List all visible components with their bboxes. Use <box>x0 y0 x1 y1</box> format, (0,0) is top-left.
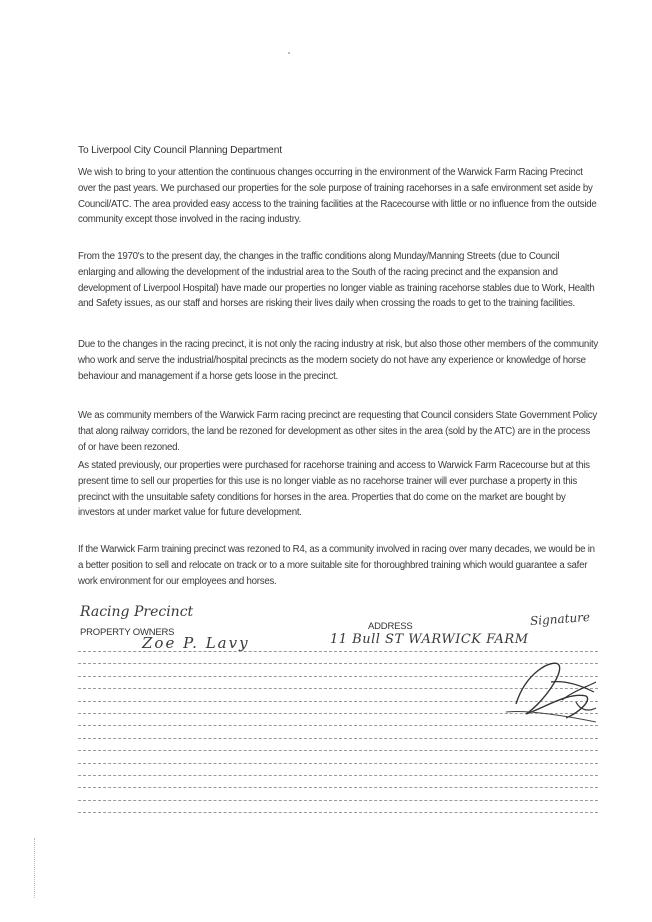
signature-label: Signature <box>529 609 591 629</box>
paragraph-1: We wish to bring to your attention the continuous changes occurring in the environment of the Warwick Farm Racing Precinct over the past years. We purchased our properties for the sole purpose of training racehorses in a safe environment set aside by Council/ATC. The area provided easy access to the training facilities at the Racecourse with little or no influence from the outside community except those involved in the racing industry. <box>78 167 597 226</box>
addressee-line: To Liverpool City Council Planning Department <box>78 145 282 156</box>
binding-margin-mark <box>34 838 36 898</box>
signature-row-line <box>78 812 598 813</box>
signature-row-line <box>78 787 598 788</box>
address-label: ADDRESS <box>368 621 413 632</box>
signature-row-line <box>78 800 598 801</box>
paragraph-6: If the Warwick Farm training precinct was rezoned to R4, as a community involved in racing over many decades, we would be in a better position to sell and relocate on track or to a more suitable site for thoroughbred training which would guarantee a safer work environment for our employees and horses. <box>78 544 595 587</box>
handwritten-heading: Racing Precinct <box>80 604 194 620</box>
handwritten-signature-icon <box>496 652 606 732</box>
owner-name-entry: Zoe P. Lavy <box>142 634 250 652</box>
signature-row-line <box>78 738 598 739</box>
property-owners-label: PROPERTY OWNERS <box>80 627 175 638</box>
paragraph-2: From the 1970's to the present day, the changes in the traffic conditions along Munday/Manning Streets (due to Council enlarging and allowing the development of the industrial area to the South of the racing precinct and the expansion and development of Liverpool Hospital) have made our properties no longer viable as training racehorse stables due to Work, Health and Safety issues, as our staff and horses are risking their lives daily when crossing the roads to get to the training facilities. <box>78 251 595 310</box>
paragraph-3: Due to the changes in the racing precinct, it is not only the racing industry at risk, but also those other members of the community who work and serve the industrial/hospital precincts as the modern society do not have any experience or knowledge of horse behaviour and management if a horse gets loose in the precinct. <box>78 339 599 382</box>
address-entry: 11 Bull ST WARWICK FARM <box>330 632 529 647</box>
paragraph-5: As stated previously, our properties were purchased for racehorse training and access to Warwick Farm Racecourse but at this present time to sell our properties for this use is no longer viable as no racehorse trainer will ever purchase a property in this precinct with the unsuitable safety conditions for horses in the area. Properties that do come on the market are bought by investors at under market value for future development. <box>78 460 590 519</box>
paragraph-4: We as community members of the Warwick Farm racing precinct are requesting that Council considers State Government Policy that along railway corridors, the land be rezoned for development as other sites in the area (sold by the ATC) are in the process of or have been rezoned. <box>78 410 597 453</box>
scan-speck <box>288 52 290 54</box>
signature-row-line <box>78 763 598 764</box>
signature-row-line <box>78 775 598 776</box>
signature-row-line <box>78 750 598 751</box>
